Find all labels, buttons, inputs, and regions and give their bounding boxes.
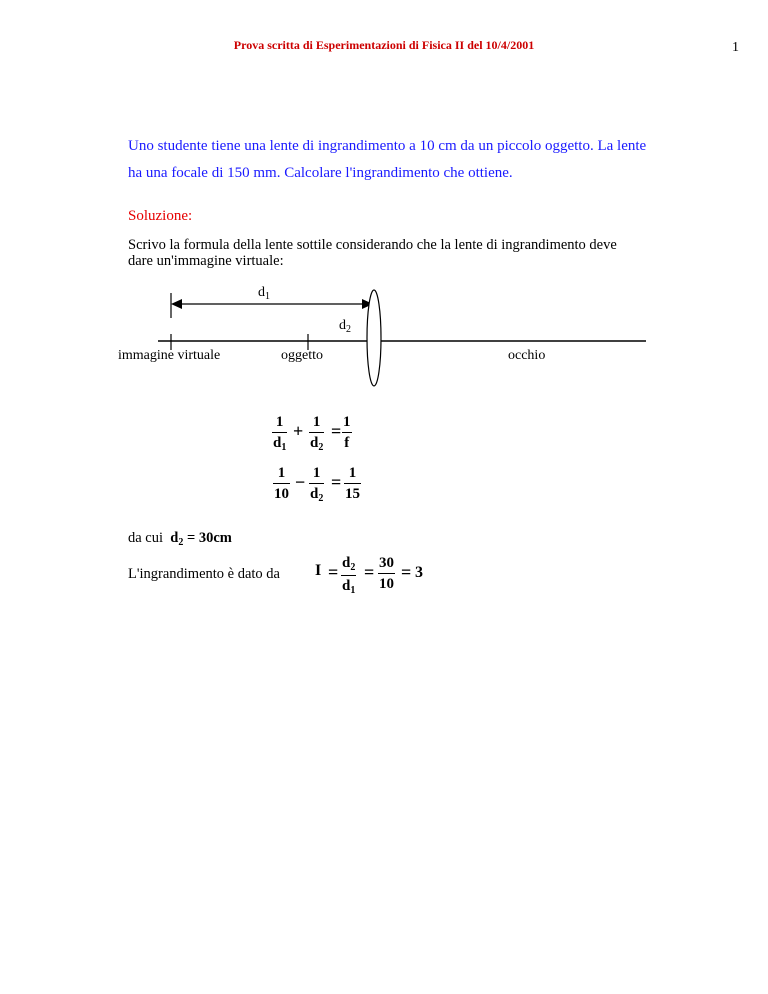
fraction-1-over-f: $\frac{1}{f}$	[343, 414, 351, 451]
equals-operator-3: =	[328, 562, 339, 582]
d2-label: $d_2$	[339, 318, 351, 335]
virtual-image-label: immagine virtuale	[118, 348, 221, 363]
equals-operator-5: =	[401, 562, 412, 582]
result-line: da cui $d_2 = 30cm$	[128, 530, 232, 548]
fraction-30-over-10: $\frac{30}{10}$	[379, 555, 394, 592]
problem-text-line-1: Uno studente tiene una lente di ingrandimento a 10 cm da un piccolo oggetto. La lente	[128, 138, 647, 154]
fraction-1-over-15: $\frac{1}{15}$	[345, 465, 360, 502]
lens-icon	[367, 290, 381, 386]
page-number: 1	[732, 40, 739, 55]
d1-label: $d_1$	[258, 285, 270, 302]
magnification-result: 3	[415, 564, 423, 581]
page-header-title: Prova scritta di Esperimentazioni di Fisica II del 10/4/2001	[233, 38, 535, 52]
minus-operator: −	[295, 472, 306, 492]
magnification-text: L'ingrandimento è dato da	[128, 566, 280, 582]
fraction-d2-over-d1: $\frac{d_2}{d_1}$	[342, 555, 356, 596]
d1-arrowhead-left	[171, 299, 182, 309]
equals-operator: =	[331, 421, 342, 441]
eye-label: occhio	[508, 348, 546, 363]
problem-text-line-2: ha una focale di 150 mm. Calcolare l'ingrandimento che ottiene.	[128, 165, 513, 181]
fraction-1-over-10: $\frac{1}{10}$	[274, 465, 289, 502]
solution-heading: Soluzione:	[128, 208, 193, 224]
fraction-1-over-d2: $\frac{1}{d_2}$	[310, 414, 324, 453]
solution-intro-line-1: Scrivo la formula della lente sottile considerando che la lente di ingrandimento deve	[128, 237, 617, 253]
equals-operator-2: =	[331, 472, 342, 492]
object-label: oggetto	[281, 348, 323, 363]
solution-intro-line-2: dare un'immagine virtuale:	[128, 253, 284, 269]
fraction-1-over-d1: $\frac{1}{d_1}$	[273, 414, 287, 453]
magnification-symbol: I	[315, 562, 322, 579]
equals-operator-4: =	[364, 562, 375, 582]
fraction-1-over-d2-b: $\frac{1}{d_2}$	[310, 465, 324, 504]
plus-operator: +	[293, 421, 304, 441]
